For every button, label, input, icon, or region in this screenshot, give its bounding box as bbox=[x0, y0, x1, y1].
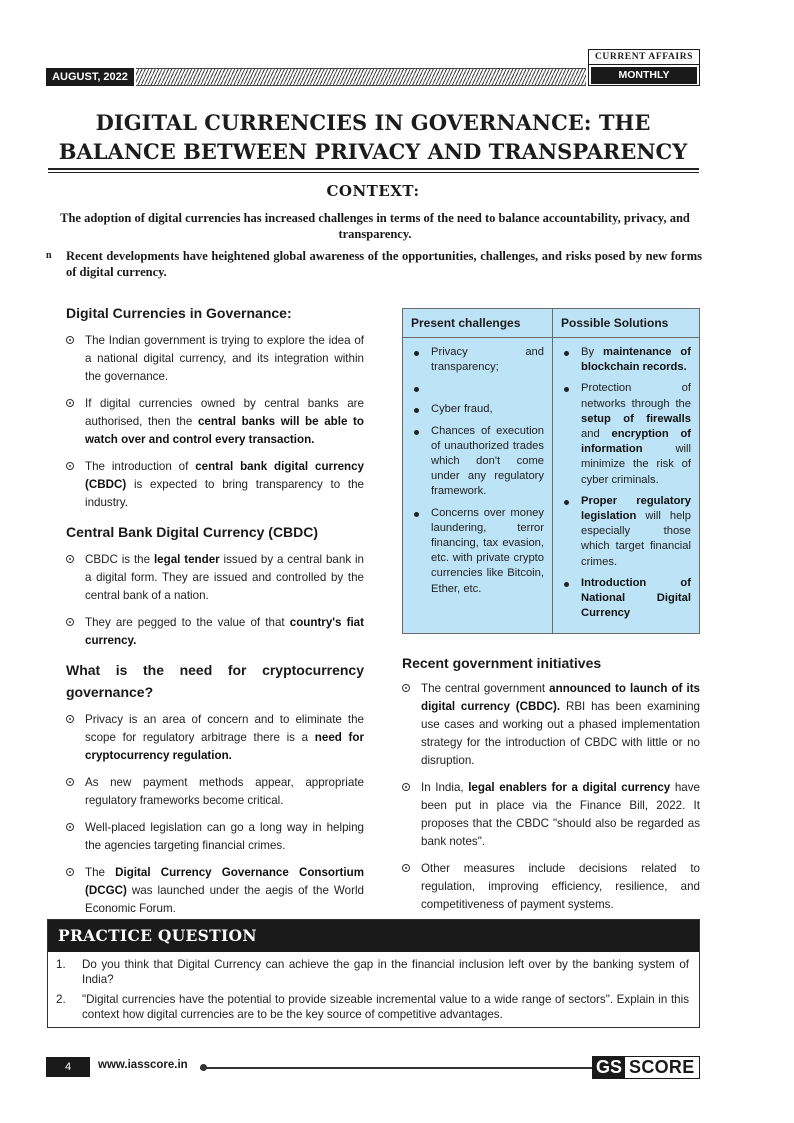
cbdc-heading: Central Bank Digital Currency (CBDC) bbox=[66, 524, 319, 540]
magazine-badge bbox=[588, 49, 700, 86]
recent-heading: Recent government initiatives bbox=[402, 655, 602, 672]
table-header-solutions: Possible Solutions bbox=[553, 309, 700, 338]
right-column bbox=[402, 308, 700, 923]
list-item: As new payment methods appear, appropriate regulatory frameworks become critical. bbox=[66, 774, 364, 810]
context-paragraph: The adoption of digital currencies has increased challenges in terms of the need to balance accountability, privacy, and transparency. bbox=[60, 211, 690, 241]
list-item: 1. Do you think that Digital Currency can achieve the gap in the financial inclusion left over by the banking system of India? bbox=[56, 958, 689, 986]
bullet-icon bbox=[66, 462, 74, 470]
context-heading: CONTEXT: bbox=[326, 182, 420, 200]
list-item: Cyber fraud, bbox=[411, 402, 544, 417]
magazine-badge-line1: CURRENT AFFAIRS bbox=[589, 50, 699, 65]
magazine-badge-line2: MONTHLY bbox=[591, 67, 697, 84]
list-item: The central government announced to launch of its digital currency (CBDC). RBI has been examining use cases and working out a phased implementation strategy for the introduction of CBDC with little or no disruption. bbox=[402, 680, 700, 770]
table-header-challenges: Present challenges bbox=[403, 309, 553, 338]
context-bullet-marker: n bbox=[46, 250, 52, 261]
list-item: Other measures include decisions related to regulation, improving efficiency, resilience, and competitiveness of payment systems. bbox=[402, 860, 700, 914]
list-item: The Indian government is trying to explore the idea of a national digital currency, and its integration within the governance. bbox=[66, 332, 364, 386]
challenges-cell bbox=[403, 338, 553, 634]
challenges-solutions-table bbox=[402, 308, 700, 634]
footer-rule bbox=[200, 1067, 592, 1069]
list-item: If digital currencies owned by central banks are authorised, then the central banks will be able to watch over and control every transaction. bbox=[66, 395, 364, 449]
cbdc-list bbox=[66, 551, 364, 650]
list-item: They are pegged to the value of that country's fiat currency. bbox=[66, 614, 364, 650]
list-item: CBDC is the legal tender issued by a central bank in a digital form. They are issued and controlled by the central bank of a nation. bbox=[66, 551, 364, 605]
list-item: In India, legal enablers for a digital currency have been put in place via the Finance Bill, 2022. It proposes that the CBDC "should also be regarded as bank notes". bbox=[402, 779, 700, 851]
logo-score: SCORE bbox=[629, 1057, 695, 1077]
list-item: Protection of networks through the setup of firewalls and encryption of information will minimize the risk of cyber criminals. bbox=[561, 381, 691, 487]
issue-date: AUGUST, 2022 bbox=[46, 68, 134, 86]
bullet-icon bbox=[66, 336, 74, 344]
list-item: Proper regulatory legislation will help especially those which target financial crimes. bbox=[561, 494, 691, 570]
logo-gs: GS bbox=[593, 1057, 625, 1078]
practice-question-list bbox=[48, 952, 699, 1022]
header-hatch-band bbox=[136, 68, 586, 86]
need-heading: What is the need for cryptocurrency governance? bbox=[66, 662, 364, 700]
list-item: Privacy is an area of concern and to eliminate the scope for regulatory arbitrage there is a need for cryptocurrency regulation. bbox=[66, 711, 364, 765]
left-column bbox=[66, 302, 364, 927]
governance-list bbox=[66, 332, 364, 512]
need-list bbox=[66, 711, 364, 918]
bullet-icon bbox=[66, 823, 74, 831]
list-item: Privacy and transparency; bbox=[411, 345, 544, 375]
recent-list bbox=[402, 680, 700, 914]
title-rule-thick bbox=[48, 168, 699, 170]
list-item: Chances of execution of unauthorized trades which don't come under any regulatory framework. bbox=[411, 424, 544, 500]
article-title-line2: BALANCE BETWEEN PRIVACY AND TRANSPARENCY bbox=[58, 139, 688, 164]
list-item: Concerns over money laundering, terror financing, tax evasion, etc. with private crypto currencies like Bitcoin, Ether, etc. bbox=[411, 506, 544, 597]
bullet-icon bbox=[402, 783, 410, 791]
list-item: The introduction of central bank digital currency (CBDC) is expected to bring transparency to the industry. bbox=[66, 458, 364, 512]
list-item bbox=[411, 381, 544, 396]
bullet-icon bbox=[66, 555, 74, 563]
context-bullet-text: Recent developments have heightened global awareness of the opportunities, challenges, and risks posed by new forms of digital currency. bbox=[66, 249, 702, 279]
article-title-line1: DIGITAL CURRENCIES IN GOVERNANCE: THE bbox=[95, 110, 651, 135]
solutions-cell bbox=[553, 338, 700, 634]
list-item: Well-placed legislation can go a long way in helping the agencies targeting financial crimes. bbox=[66, 819, 364, 855]
gsscore-logo bbox=[592, 1056, 700, 1079]
list-item: Introduction of National Digital Currency bbox=[561, 576, 691, 622]
practice-question-heading: PRACTICE QUESTION bbox=[48, 920, 699, 952]
bullet-icon bbox=[66, 715, 74, 723]
context-bullet bbox=[46, 248, 702, 280]
list-item: The Digital Currency Governance Consortium (DCGC) was launched under the aegis of the World Economic Forum. bbox=[66, 864, 364, 918]
bullet-icon bbox=[66, 868, 74, 876]
page-number: 4 bbox=[46, 1057, 90, 1077]
bullet-icon bbox=[66, 778, 74, 786]
article-title bbox=[40, 108, 706, 166]
list-item: By maintenance of blockchain records. bbox=[561, 345, 691, 375]
practice-question-box bbox=[47, 919, 700, 1028]
website-link[interactable]: www.iasscore.in bbox=[98, 1059, 188, 1071]
bullet-icon bbox=[402, 684, 410, 692]
bullet-icon bbox=[66, 618, 74, 626]
title-rule-thin bbox=[48, 172, 699, 173]
bullet-icon bbox=[402, 864, 410, 872]
bullet-icon bbox=[66, 399, 74, 407]
governance-heading: Digital Currencies in Governance: bbox=[66, 305, 292, 321]
list-item: 2. "Digital currencies have the potential to provide sizeable incremental value to a wide range of sectors". Explain in this context how digital currencies are to be the key source of competitive advantages. bbox=[56, 993, 689, 1021]
